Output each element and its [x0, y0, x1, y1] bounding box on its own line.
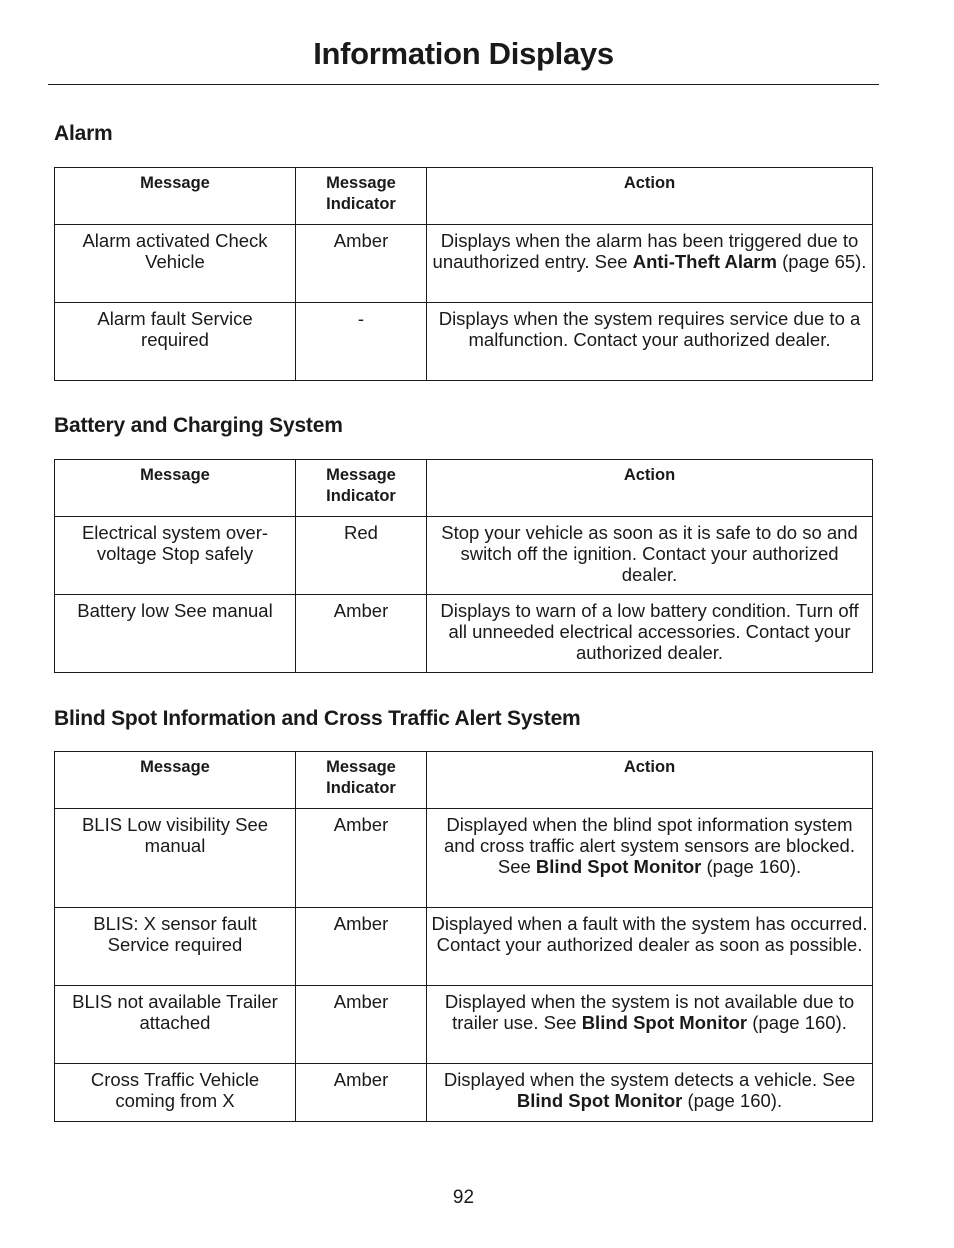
action-text: Displayed when the blind spot information system and cross traffic alert system sensors are blocked. See — [444, 814, 855, 877]
table-row — [55, 517, 873, 595]
column-header-indicator-line2: Indicator — [326, 779, 396, 797]
column-header-indicator — [296, 168, 427, 225]
action-cell — [427, 809, 873, 908]
column-header-indicator-line2: Indicator — [326, 195, 396, 213]
action-cell — [427, 1064, 873, 1122]
action-text: Displayed when the system detects a vehicle. See — [443, 1069, 856, 1090]
title-divider — [48, 84, 879, 85]
column-header-indicator — [296, 752, 427, 809]
column-header-action: Action — [427, 460, 873, 517]
indicator-cell: - — [296, 303, 427, 381]
cross-reference-link[interactable]: Anti-Theft Alarm — [632, 251, 777, 272]
cross-reference-link[interactable]: Blind Spot Monitor — [516, 1090, 683, 1111]
column-header-message: Message — [55, 168, 296, 225]
indicator-cell: Amber — [296, 595, 427, 673]
message-cell: BLIS not available Trailer attached — [55, 986, 296, 1064]
column-header-indicator — [296, 460, 427, 517]
battery-table — [54, 459, 873, 673]
column-header-message: Message — [55, 460, 296, 517]
action-page-ref: (page 65). — [776, 251, 867, 272]
indicator-cell: Amber — [296, 809, 427, 908]
blind-spot-table — [54, 751, 873, 1122]
section-heading-battery: Battery and Charging System — [54, 414, 343, 437]
action-cell: Displayed when a fault with the system has occurred. Contact your authorized dealer as soon as possible. — [427, 908, 873, 986]
action-text: Displays when the alarm has been triggered due to unauthorized entry. See — [432, 230, 859, 272]
cross-reference-link[interactable]: Blind Spot Monitor — [535, 856, 702, 877]
indicator-cell: Red — [296, 517, 427, 595]
message-cell: BLIS: X sensor fault Service required — [55, 908, 296, 986]
message-cell: BLIS Low visibility See manual — [55, 809, 296, 908]
section-heading-alarm: Alarm — [54, 122, 113, 145]
action-page-ref: (page 160). — [701, 856, 802, 877]
table-row — [55, 225, 873, 303]
action-page-ref: (page 160). — [682, 1090, 783, 1111]
column-header-indicator-line1: Message — [326, 174, 396, 192]
indicator-cell: Amber — [296, 1064, 427, 1122]
table-header-row — [55, 460, 873, 517]
message-cell: Alarm fault Service required — [55, 303, 296, 381]
column-header-indicator-line2: Indicator — [326, 487, 396, 505]
page-number: 92 — [452, 1187, 475, 1208]
table-row — [55, 986, 873, 1064]
cross-reference-link[interactable]: Blind Spot Monitor — [581, 1012, 748, 1033]
table-row — [55, 595, 873, 673]
column-header-action: Action — [427, 752, 873, 809]
action-cell — [427, 225, 873, 303]
alarm-table — [54, 167, 873, 381]
table-row — [55, 908, 873, 986]
message-cell: Battery low See manual — [55, 595, 296, 673]
action-cell: Displays to warn of a low battery condition. Turn off all unneeded electrical accessories. Contact your authorized dealer. — [427, 595, 873, 673]
action-cell: Stop your vehicle as soon as it is safe to do so and switch off the ignition. Contact your authorized dealer. — [427, 517, 873, 595]
action-page-ref: (page 160). — [747, 1012, 847, 1033]
action-cell: Displays when the system requires service due to a malfunction. Contact your authorized dealer. — [427, 303, 873, 381]
section-heading-blind-spot: Blind Spot Information and Cross Traffic Alert System — [54, 707, 581, 730]
column-header-action: Action — [427, 168, 873, 225]
indicator-cell: Amber — [296, 908, 427, 986]
table-row — [55, 303, 873, 381]
page-title: Information Displays — [313, 36, 614, 71]
table-header-row — [55, 168, 873, 225]
action-text: Displayed when the system is not available due to trailer use. See — [444, 991, 855, 1033]
message-cell: Electrical system over-voltage Stop safely — [55, 517, 296, 595]
table-row — [55, 809, 873, 908]
table-row — [55, 1064, 873, 1122]
indicator-cell: Amber — [296, 986, 427, 1064]
table-header-row — [55, 752, 873, 809]
column-header-indicator-line1: Message — [326, 758, 396, 776]
indicator-cell: Amber — [296, 225, 427, 303]
message-cell: Cross Traffic Vehicle coming from X — [55, 1064, 296, 1122]
message-cell: Alarm activated Check Vehicle — [55, 225, 296, 303]
column-header-indicator-line1: Message — [326, 466, 396, 484]
action-cell — [427, 986, 873, 1064]
column-header-message: Message — [55, 752, 296, 809]
